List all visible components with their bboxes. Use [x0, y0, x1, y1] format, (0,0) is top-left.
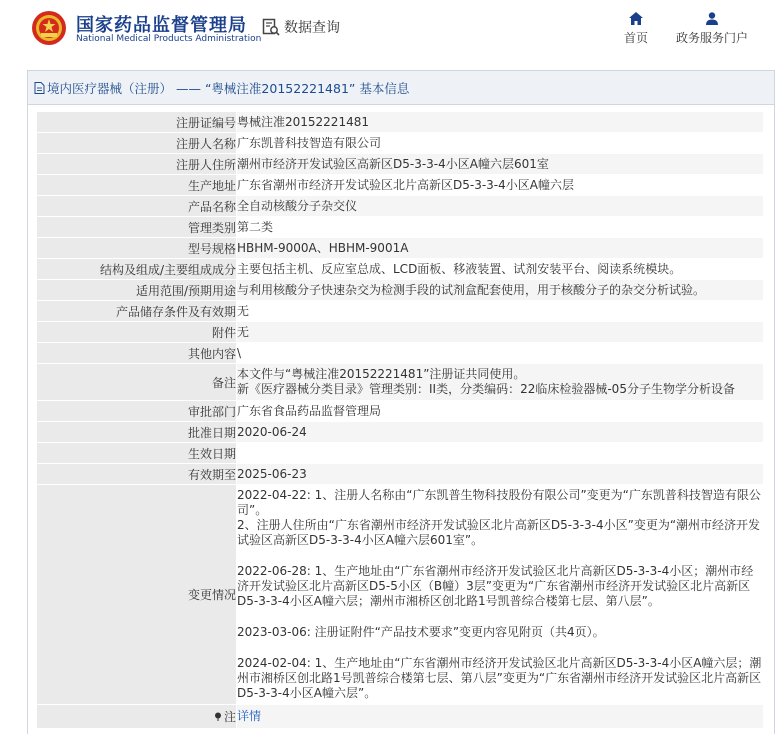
nav-home[interactable] [624, 12, 648, 46]
field-label: 附件 [37, 322, 237, 343]
field-value: 无 [237, 301, 764, 322]
data-query-label: 数据查询 [284, 20, 340, 36]
field-value: 广东省潮州市经济开发试验区北片高新区D5-3-3-4小区A幢六层 [237, 175, 764, 196]
field-label: 备注 [37, 364, 237, 401]
document-icon [34, 82, 45, 94]
field-value: 全自动核酸分子杂交仪 [237, 196, 764, 217]
field-value: \ [237, 343, 764, 364]
field-label: 注册人名称 [37, 133, 237, 154]
field-value: 广东凯普科技智造有限公司 [237, 133, 764, 154]
org-name-en: National Medical Products Administration [76, 34, 262, 44]
field-value: HBHM-9000A、HBHM-9001A [237, 238, 764, 259]
field-value [237, 443, 764, 464]
field-value: 广东省食品药品监督管理局 [237, 401, 764, 422]
field-label: 注册人住所 [37, 154, 237, 175]
table-row [37, 112, 764, 133]
panel-title-bar [28, 71, 774, 105]
home-icon [629, 12, 643, 25]
field-label: 注册证编号 [37, 112, 237, 133]
field-value: 第二类 [237, 217, 764, 238]
field-value: 2020-06-24 [237, 422, 764, 443]
remarks-line: 新《医疗器械分类目录》管理类别：II类，分类编码：22临床检验器械-05分子生物学分析设备 [237, 382, 735, 396]
nav-portal[interactable] [676, 12, 748, 46]
table-row [37, 133, 764, 154]
table-row [37, 301, 764, 322]
field-label: 结构及组成/主要组成成分 [37, 259, 237, 280]
field-label: 管理类别 [37, 217, 237, 238]
field-value: 粤械注准20152221481 [237, 112, 764, 133]
field-label: 其他内容 [37, 343, 237, 364]
table-row [37, 322, 764, 343]
note-label-cell [37, 705, 237, 729]
table-row [37, 485, 764, 705]
table-row [37, 217, 764, 238]
change-entry: 2024-02-04: 1、生产地址由“广东省潮州市经济开发试验区北片高新区D5-3-3-4小区A幢六层；潮州市湘桥区创北路1号凯普综合楼第七层、第八层”变更为“广东省潮州市经济开发试验区北片高新区D5-3-3-4小区A幢六层”。 [237, 656, 762, 700]
pin-icon [214, 712, 222, 721]
table-row [37, 364, 764, 401]
site-header [0, 0, 778, 60]
field-value: 主要包括主机、反应室总成、LCD面板、移液装置、试剂安装平台、阅读系统模块。 [237, 259, 764, 280]
field-value: 与利用核酸分子快速杂交为检测手段的试剂盒配套使用，用于核酸分子的杂交分析试验。 [237, 280, 764, 301]
field-label: 审批部门 [37, 401, 237, 422]
field-label: 型号规格 [37, 238, 237, 259]
data-query-link[interactable] [262, 17, 340, 37]
user-icon [705, 12, 719, 25]
org-name-cn[interactable]: 国家药品监督管理局 [76, 15, 247, 36]
change-entry: 2022-04-22: 1、注册人名称由“广东凯普生物科技股份有限公司”变更为“广东凯普科技智造有限公司”。 [237, 488, 761, 517]
table-row [37, 280, 764, 301]
panel-title: 境内医疗器械（注册） —— “粤械注准20152221481” 基本信息 [47, 80, 410, 96]
field-label: 有效期至 [37, 464, 237, 485]
table-row [37, 422, 764, 443]
national-emblem-logo[interactable] [31, 10, 67, 46]
field-label: 产品名称 [37, 196, 237, 217]
table-row [37, 343, 764, 364]
field-value: 潮州市经济开发试验区高新区D5-3-3-4小区A幢六层601室 [237, 154, 764, 175]
table-row [37, 705, 764, 729]
table-row [37, 175, 764, 196]
registration-info-table [36, 111, 764, 729]
table-row [37, 443, 764, 464]
change-entry: 2022-06-28: 1、生产地址由“广东省潮州市经济开发试验区北片高新区D5-3-3-4小区；潮州市经济开发试验区北片高新区D5-5小区（B幢）3层”变更为“广东省潮州市经济开发试验区北片高新区D5-3-3-4小区A幢六层；潮州市湘桥区创北路1号凯普综合楼第七层、第八层”。 [237, 564, 754, 608]
change-entry: 2023-03-06: 注册证附件“产品技术要求”变更内容见附页（共4页）。 [237, 625, 605, 639]
table-row [37, 196, 764, 217]
nav-home-label: 首页 [624, 31, 649, 45]
table-row [37, 238, 764, 259]
note-value [237, 705, 764, 729]
remarks-line: 本文件与“粤械注准20152221481”注册证共同使用。 [237, 367, 526, 381]
field-label: 适用范围/预期用途 [37, 280, 237, 301]
field-label: 生产地址 [37, 175, 237, 196]
changes-value [237, 485, 764, 705]
field-label: 变更情况 [37, 485, 237, 705]
table-row [37, 401, 764, 422]
details-link[interactable]: 详情 [237, 709, 262, 723]
field-label: 产品储存条件及有效期 [37, 301, 237, 322]
detail-panel [27, 70, 775, 734]
note-label: 注 [223, 710, 236, 724]
field-label: 生效日期 [37, 443, 237, 464]
field-value: 无 [237, 322, 764, 343]
remarks-value [237, 364, 764, 401]
field-label: 批准日期 [37, 422, 237, 443]
change-entry: 2、注册人住所由“广东省潮州市经济开发试验区北片高新区D5-3-3-4小区”变更为“潮州市经济开发试验区高新区D5-3-3-4小区A幢六层601室”。 [237, 518, 761, 547]
table-row [37, 154, 764, 175]
search-doc-icon [262, 18, 280, 36]
table-row [37, 259, 764, 280]
field-value: 2025-06-23 [237, 464, 764, 485]
nav-portal-label: 政务服务门户 [676, 31, 749, 45]
table-row [37, 464, 764, 485]
